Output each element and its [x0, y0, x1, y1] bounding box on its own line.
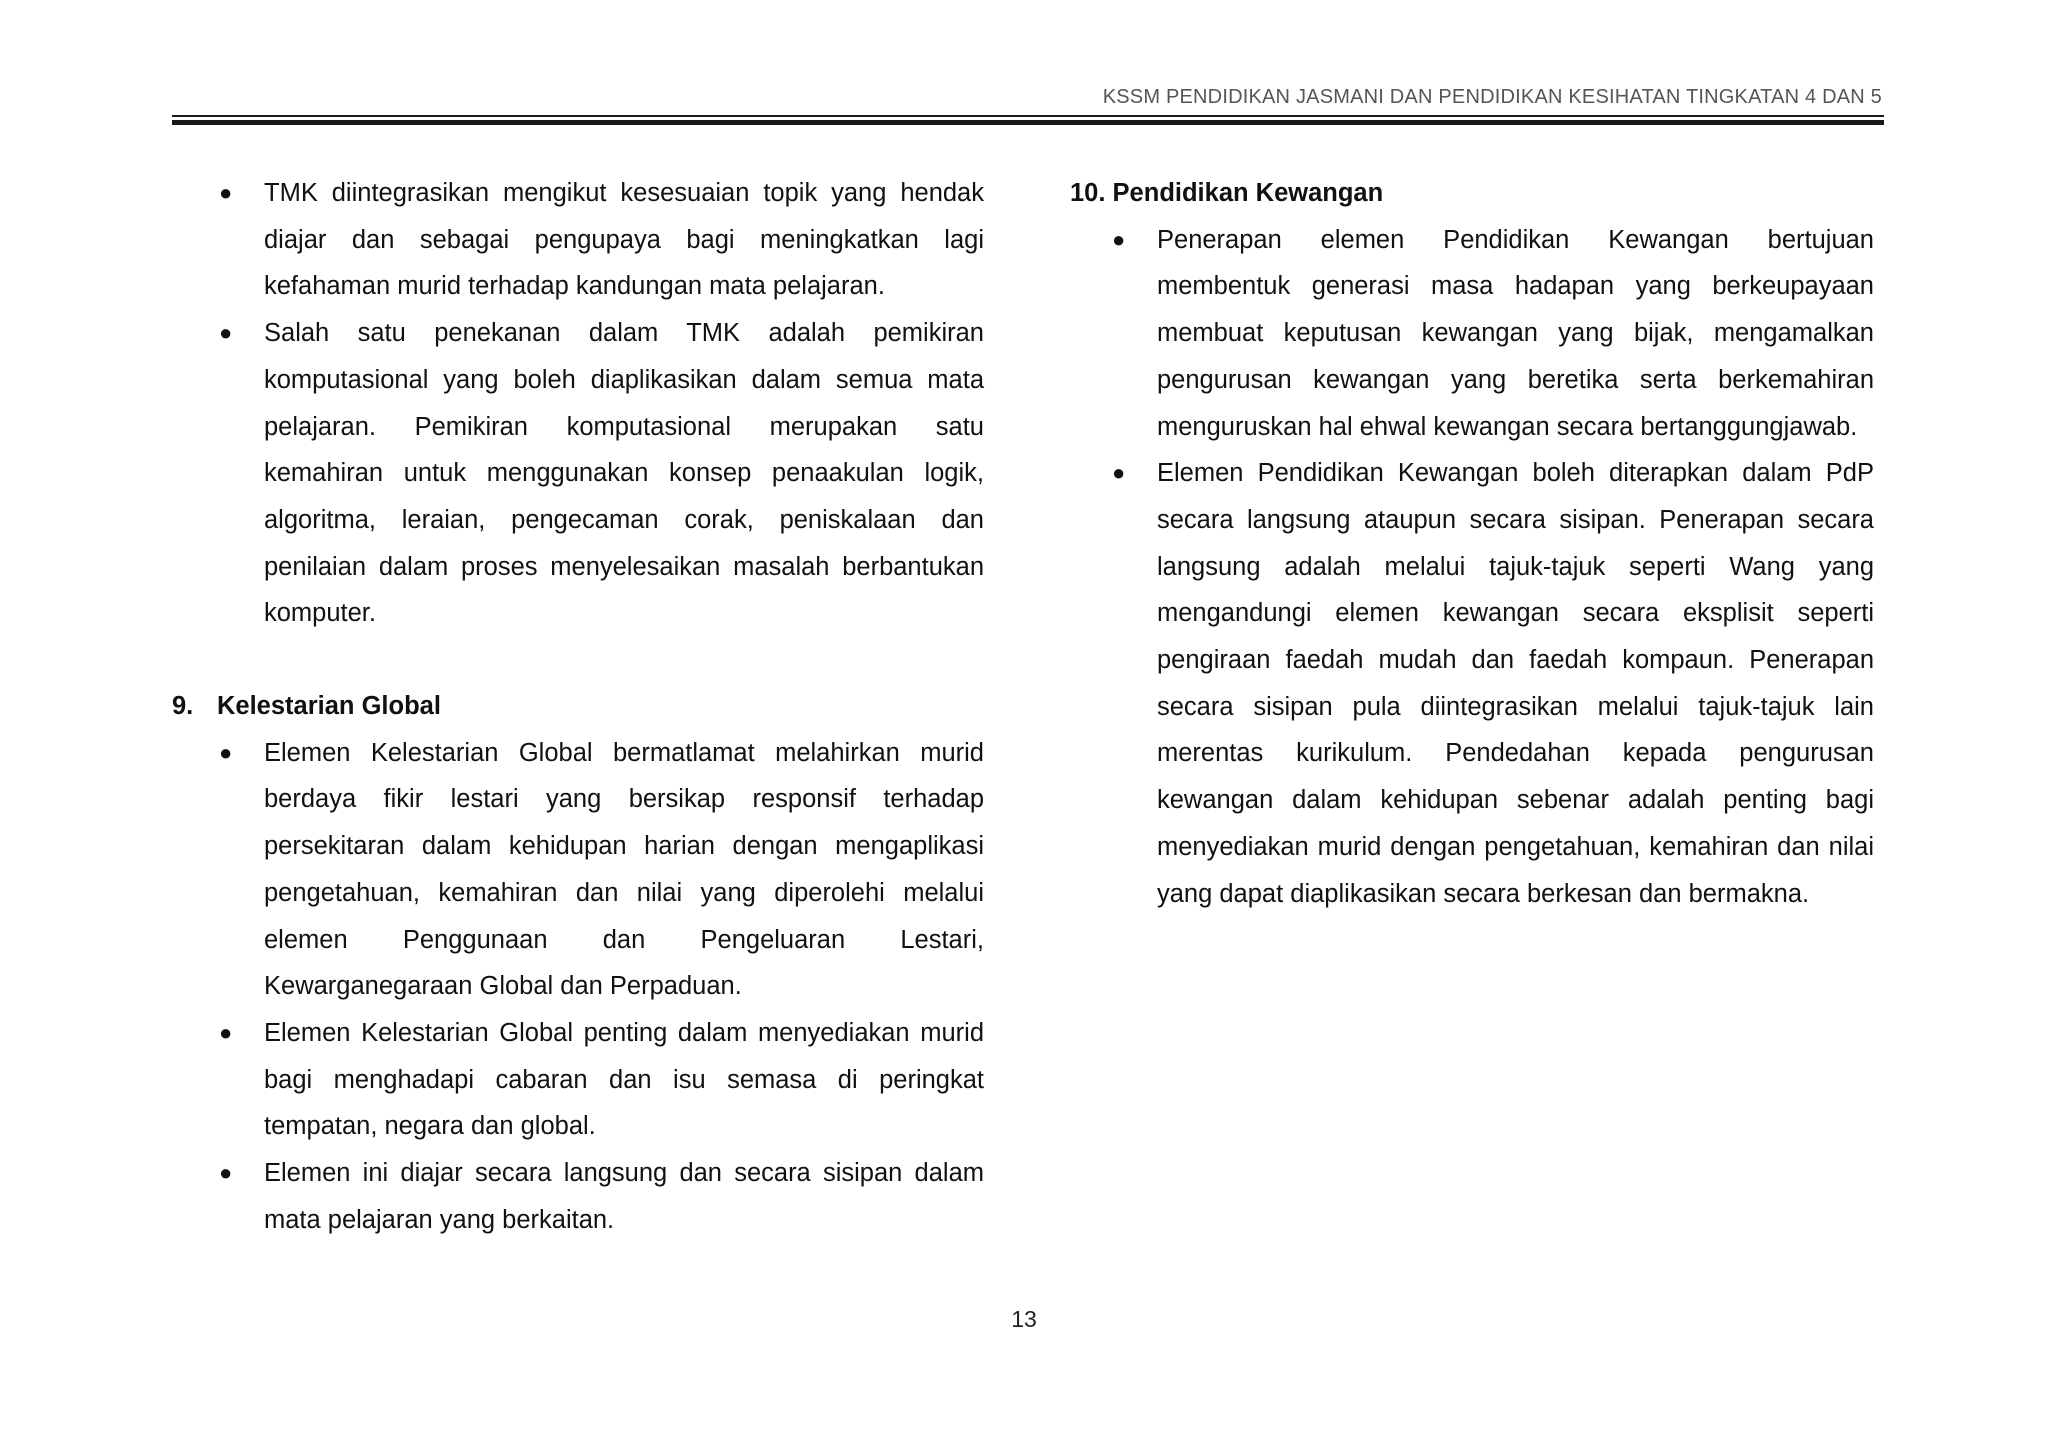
bullet-dot-icon: ●	[219, 739, 233, 765]
bullet-dot-icon: ●	[1112, 460, 1126, 486]
bullet-dot-icon: ●	[219, 320, 233, 346]
left-column	[172, 170, 984, 1243]
kelestarian-bullet-list	[172, 730, 984, 1244]
list-item	[172, 730, 984, 1010]
bullet-text: Elemen Kelestarian Global bermatlamat melahirkan murid berdaya fikir lestari yang bersikap responsif terhadap persekitaran dalam kehidupan harian dengan mengaplikasi pengetahuan, kemahiran dan nilai yang diperolehi melalui elemen Penggunaan dan Pengeluaran Lestari, Kewarganegaraan Global dan Perpaduan.	[264, 738, 984, 1001]
bullet-dot-icon: ●	[1112, 226, 1126, 252]
bullet-dot-icon: ●	[219, 1019, 233, 1045]
section-number: 9.	[172, 692, 194, 721]
bullet-text: TMK diintegrasikan mengikut kesesuaian topik yang hendak diajar dan sebagai pengupaya bagi meningkatkan lagi kefahaman murid terhadap kandungan mata pelajaran.	[264, 179, 984, 301]
bullet-text: Penerapan elemen Pendidikan Kewangan bertujuan membentuk generasi masa hadapan yang berkeupayaan membuat keputusan kewangan yang bijak, mengamalkan pengurusan kewangan yang beretika serta berkemahiran menguruskan hal ehwal kewangan secara bertanggungjawab.	[1157, 225, 1874, 441]
bullet-dot-icon: ●	[219, 180, 233, 205]
bullet-text: Elemen ini diajar secara langsung dan secara sisipan dalam mata pelajaran yang berkaitan.	[264, 1159, 984, 1234]
list-item	[1070, 217, 1874, 451]
tmk-bullet-list	[172, 170, 984, 637]
bullet-text: Elemen Pendidikan Kewangan boleh diterapkan dalam PdP secara langsung ataupun secara sisipan. Penerapan secara langsung adalah melalui tajuk-tajuk seperti Wang yang mengandungi elemen kewangan secara eksplisit seperti pengiraan faedah mudah dan faedah kompaun. Penerapan secara sisipan pula diintegrasikan melalui tajuk-tajuk lain merentas kurikulum. Pendedahan kepada pengurusan kewangan dalam kehidupan sebenar adalah penting bagi menyediakan murid dengan pengetahuan, kemahiran dan nilai yang dapat diaplikasikan secara berkesan dan bermakna.	[1157, 459, 1874, 908]
section-title: Pendidikan Kewangan	[1112, 179, 1384, 207]
bullet-dot-icon: ●	[219, 1160, 233, 1186]
page-number: 13	[1011, 1306, 1037, 1332]
list-item	[172, 310, 984, 637]
section-number: 10.	[1070, 179, 1106, 207]
header-rule-thin	[172, 115, 1884, 117]
bullet-text: Elemen Kelestarian Global penting dalam menyediakan murid bagi menghadapi cabaran dan isu semasa di peringkat tempatan, negara dan global.	[264, 1018, 984, 1141]
section-heading-kelestarian-global	[172, 683, 984, 730]
list-item	[172, 170, 984, 310]
header-rule-thick	[172, 120, 1884, 125]
kewangan-bullet-list	[1070, 217, 1874, 918]
right-column	[1070, 170, 1874, 917]
section-heading-pendidikan-kewangan	[1070, 170, 1874, 217]
running-header: KSSM PENDIDIKAN JASMANI DAN PENDIDIKAN KESIHATAN TINGKATAN 4 DAN 5	[1102, 86, 1882, 108]
list-item	[172, 1010, 984, 1150]
header-double-rule	[172, 115, 1884, 126]
list-item	[172, 1150, 984, 1243]
bullet-text: Salah satu penekanan dalam TMK adalah pemikiran komputasional yang boleh diaplikasikan dalam semua mata pelajaran. Pemikiran komputasional merupakan satu kemahiran untuk menggunakan konsep penaakulan logik, algoritma, leraian, pengecaman corak, peniskalaan dan penilaian dalam proses menyelesaikan masalah berbantukan komputer.	[264, 319, 984, 628]
list-item	[1070, 450, 1874, 917]
section-spacer	[172, 637, 984, 683]
section-title: Kelestarian Global	[217, 692, 441, 721]
